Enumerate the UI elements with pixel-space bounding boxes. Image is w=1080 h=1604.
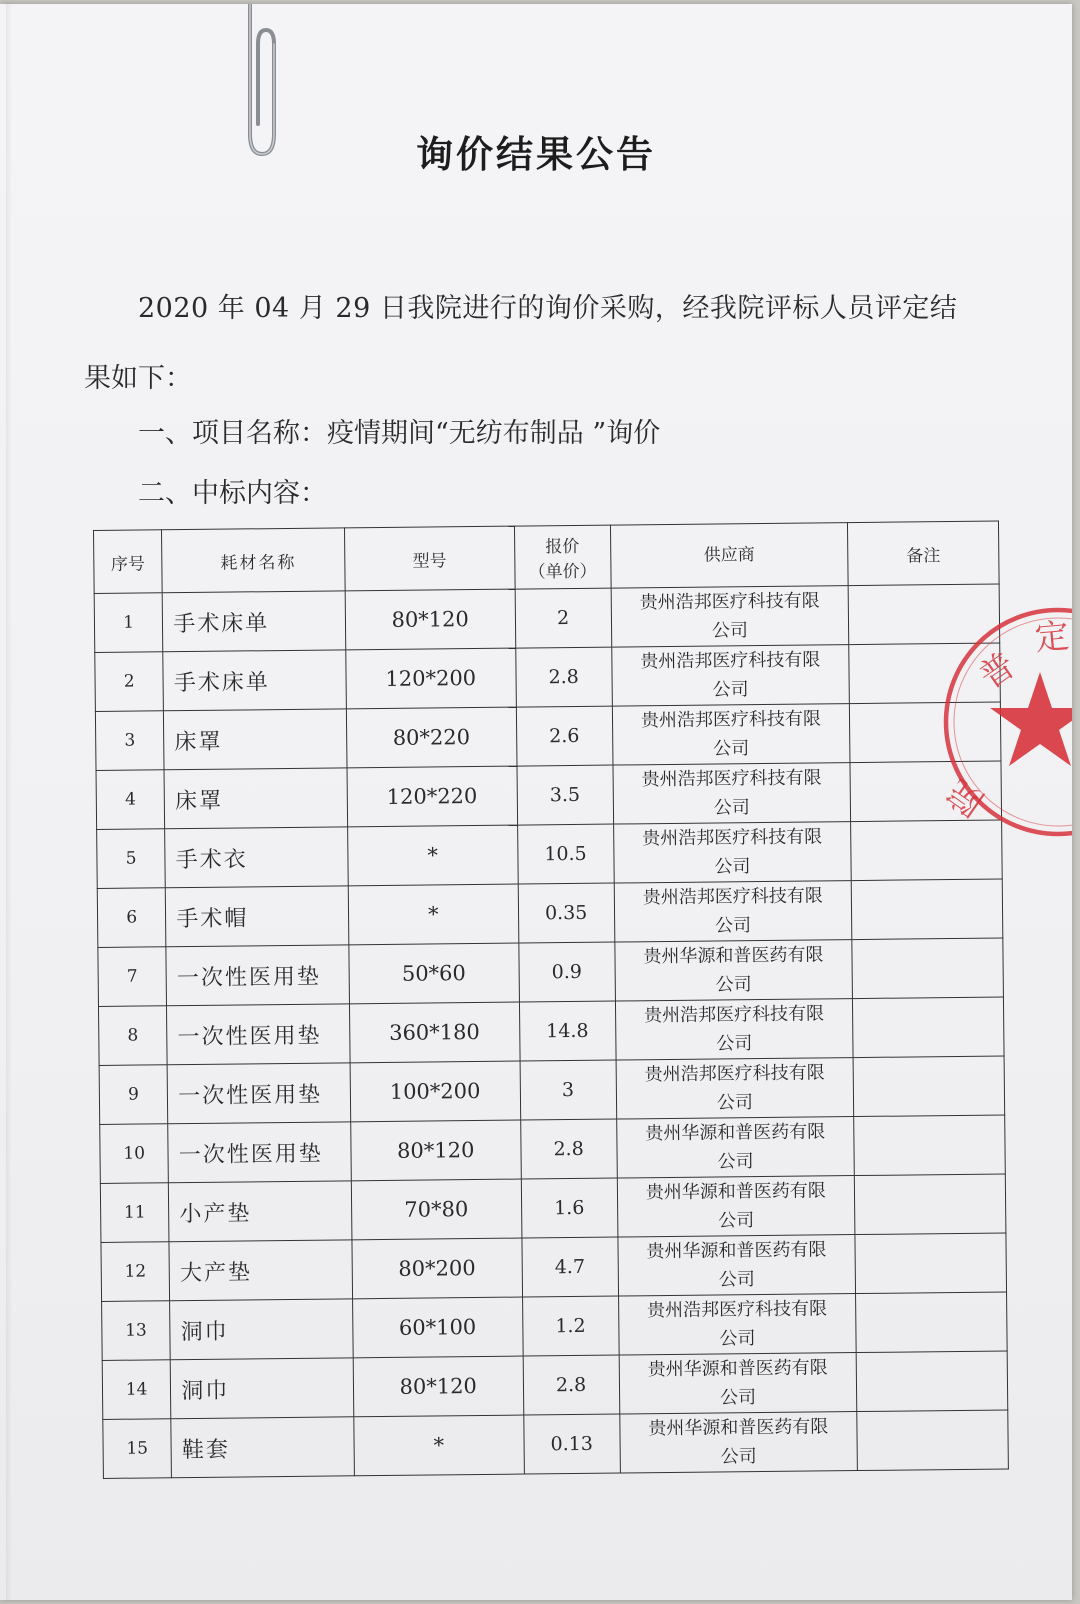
row-note: [853, 997, 1004, 1058]
row-price: 1.6: [521, 1178, 618, 1238]
row-price: 10.5: [517, 824, 614, 884]
row-no: 5: [97, 829, 166, 889]
paper-edge-shadow: [6, 4, 12, 1600]
table-row: [96, 761, 1002, 829]
vendor-line-2: 公司: [718, 1210, 755, 1232]
header-price-line1: 报价: [545, 536, 580, 558]
vendor-line-2: 公司: [711, 620, 749, 642]
row-model: 80*120: [351, 1120, 521, 1181]
vendor-line-2: 公司: [716, 1092, 754, 1114]
header-no: 序号: [94, 530, 163, 594]
row-no: 6: [97, 888, 166, 948]
row-name: 洞巾: [170, 1358, 353, 1419]
official-seal-stamp: [938, 602, 1072, 842]
vendor-line-1: 贵州浩邦医疗科技有限: [640, 708, 822, 732]
vendor-line-1: 贵州华源和普医药有限: [645, 1180, 826, 1204]
row-vendor: [618, 1294, 856, 1355]
intro-line-1: 2020 年 04 月 29 日我院进行的询价采购，经我院评标人员评定结: [138, 293, 958, 324]
row-vendor: [613, 822, 851, 883]
row-name: 小产垫: [169, 1181, 352, 1242]
table-body: [94, 584, 1008, 1478]
table-row: [94, 584, 1000, 652]
row-model: 80*120: [345, 589, 515, 650]
row-price: 0.13: [523, 1414, 620, 1474]
row-price: 0.35: [518, 883, 615, 943]
row-no: 13: [102, 1301, 171, 1361]
row-name: 一次性医用垫: [167, 1004, 350, 1065]
vendor-line-2: 公司: [720, 1446, 757, 1468]
row-vendor: [615, 999, 853, 1060]
vendor-line-1: 贵州浩邦医疗科技有限: [640, 649, 821, 673]
vendor-line-2: 公司: [718, 1269, 755, 1291]
row-no: 11: [100, 1183, 169, 1243]
row-no: 15: [103, 1419, 172, 1479]
vendor-line-2: 公司: [714, 915, 752, 937]
header-name: 耗材名称: [162, 528, 345, 593]
row-model: *: [354, 1415, 524, 1476]
row-no: 8: [98, 1006, 167, 1066]
row-note: [857, 1410, 1008, 1471]
row-vendor: [613, 763, 851, 824]
row-vendor: [611, 586, 849, 647]
row-model: 100*200: [350, 1061, 520, 1122]
row-note: [851, 879, 1002, 940]
table-row: [95, 643, 1001, 711]
award-table: [93, 521, 1009, 1479]
table-row: [99, 1056, 1005, 1124]
vendor-line-2: 公司: [713, 797, 750, 819]
row-no: 9: [99, 1065, 168, 1125]
row-no: 7: [98, 947, 167, 1007]
row-note: [855, 1233, 1006, 1294]
header-price: [514, 525, 611, 589]
row-price: 2: [515, 588, 612, 648]
document-page: [0, 4, 1072, 1600]
vendor-line-1: 贵州华源和普医药有限: [645, 1121, 826, 1145]
row-model: *: [348, 884, 518, 945]
row-name: 鞋套: [171, 1417, 354, 1478]
table-header-row: [94, 521, 1000, 593]
row-name: 一次性医用垫: [168, 1122, 351, 1183]
row-name: 手术衣: [165, 827, 348, 888]
vendor-line-1: 贵州华源和普医药有限: [647, 1357, 828, 1381]
row-name: 手术床单: [162, 591, 345, 652]
seal-char-1: 普: [972, 645, 1024, 698]
vendor-line-1: 贵州华源和普医药有限: [643, 944, 824, 968]
row-name: 一次性医用垫: [167, 1063, 350, 1124]
row-model: 360*180: [349, 1002, 519, 1063]
vendor-line-1: 贵州浩邦医疗科技有限: [641, 767, 822, 791]
row-price: 1.2: [522, 1296, 619, 1356]
vendor-line-1: 贵州浩邦医疗科技有限: [639, 590, 820, 614]
vendor-line-2: 公司: [712, 679, 749, 701]
header-model: 型号: [344, 526, 514, 591]
row-price: 3.5: [517, 765, 614, 825]
row-vendor: [619, 1353, 857, 1414]
row-model: *: [347, 825, 517, 886]
row-price: 2.8: [523, 1355, 620, 1415]
row-model: 50*60: [349, 943, 519, 1004]
row-no: 4: [96, 770, 165, 830]
row-name: 大产垫: [169, 1240, 352, 1301]
table-row: [98, 997, 1004, 1065]
row-note: [856, 1292, 1007, 1353]
row-note: [852, 938, 1003, 999]
row-model: 120*220: [347, 766, 517, 827]
table-row: [102, 1351, 1008, 1419]
row-price: 2.8: [520, 1119, 617, 1179]
row-no: 14: [102, 1360, 171, 1420]
row-vendor: [619, 1412, 857, 1473]
vendor-line-1: 贵州华源和普医药有限: [646, 1239, 827, 1263]
row-name: 手术帽: [166, 886, 349, 947]
vendor-line-2: 公司: [715, 974, 752, 996]
award-content-heading: 二、中标内容：: [138, 478, 327, 509]
row-price: 2.6: [516, 706, 613, 766]
row-price: 3: [520, 1060, 617, 1120]
row-note: [856, 1351, 1007, 1412]
vendor-line-2: 公司: [713, 738, 750, 760]
row-price: 0.9: [518, 942, 615, 1002]
row-name: 手术床单: [163, 650, 346, 711]
vendor-line-2: 公司: [714, 856, 751, 878]
row-model: 70*80: [351, 1179, 521, 1240]
vendor-line-1: 贵州浩邦医疗科技有限: [642, 885, 823, 909]
table-row: [97, 879, 1003, 947]
header-note: 备注: [848, 521, 1000, 586]
table-row: [95, 702, 1001, 770]
row-price: 2.8: [515, 647, 612, 707]
row-model: 60*100: [352, 1297, 522, 1358]
row-price: 4.7: [522, 1237, 619, 1297]
row-no: 3: [95, 711, 164, 771]
header-price-line2: （单价）: [528, 561, 597, 583]
row-no: 10: [100, 1124, 169, 1184]
table-row: [98, 938, 1004, 1006]
row-model: 80*120: [353, 1356, 523, 1417]
table-row: [101, 1233, 1007, 1301]
table-row: [97, 820, 1003, 888]
row-name: 洞巾: [170, 1299, 353, 1360]
row-model: 80*200: [352, 1238, 522, 1299]
row-vendor: [618, 1235, 856, 1296]
row-no: 1: [94, 593, 163, 653]
row-note: [854, 1174, 1005, 1235]
row-name: 床罩: [164, 768, 347, 829]
vendor-line-2: 公司: [719, 1387, 757, 1409]
row-price: 14.8: [519, 1001, 616, 1061]
seal-char-3: 院: [940, 771, 992, 824]
row-vendor: [616, 1058, 854, 1119]
vendor-line-1: 贵州浩邦医疗科技有限: [642, 826, 823, 850]
row-vendor: [611, 645, 849, 706]
row-vendor: [612, 704, 850, 765]
row-name: 床罩: [164, 709, 347, 770]
vendor-line-1: 贵州华源和普医药有限: [648, 1416, 829, 1440]
header-vendor: 供应商: [610, 523, 848, 588]
vendor-line-2: 公司: [719, 1328, 756, 1350]
page-title: 询价结果公告: [416, 133, 656, 176]
vendor-line-1: 贵州浩邦医疗科技有限: [647, 1298, 828, 1322]
seal-char-2: 定: [1033, 616, 1071, 659]
table-row: [100, 1174, 1006, 1242]
row-model: 120*200: [346, 648, 516, 709]
row-note: [854, 1115, 1005, 1176]
vendor-line-2: 公司: [717, 1151, 754, 1173]
row-vendor: [617, 1176, 855, 1237]
row-vendor: [615, 940, 853, 1001]
row-vendor: [616, 1117, 854, 1178]
row-no: 2: [95, 652, 164, 712]
row-no: 12: [101, 1242, 170, 1302]
table-row: [100, 1115, 1006, 1183]
intro-line-2: 果如下：: [84, 363, 192, 394]
project-name-line: 一、项目名称：疫情期间“无纺布制品 ”询价: [138, 418, 661, 449]
row-model: 80*220: [346, 707, 516, 768]
vendor-line-1: 贵州浩邦医疗科技有限: [643, 1003, 825, 1027]
vendor-line-1: 贵州浩邦医疗科技有限: [644, 1062, 825, 1086]
table-row: [102, 1292, 1008, 1360]
vendor-line-2: 公司: [716, 1033, 753, 1055]
table-row: [103, 1410, 1009, 1478]
row-name: 一次性医用垫: [166, 945, 349, 1006]
row-vendor: [614, 881, 852, 942]
row-note: [853, 1056, 1004, 1117]
